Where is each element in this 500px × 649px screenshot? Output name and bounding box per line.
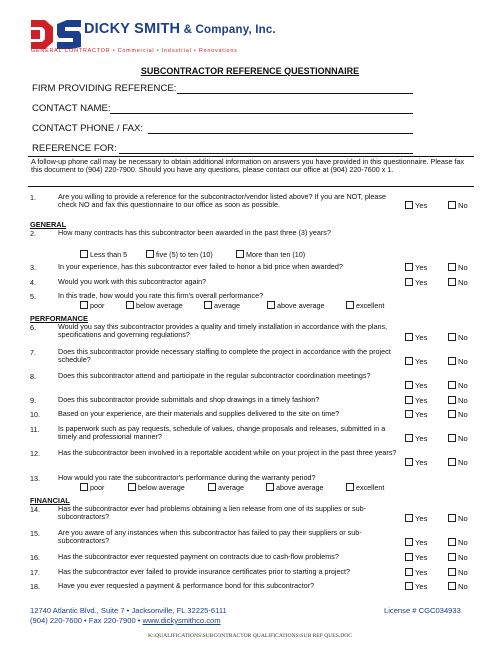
checkbox[interactable] xyxy=(448,538,456,546)
question-text: Would you work with this subcontractor again? xyxy=(58,277,207,286)
firm-label: FIRM PROVIDING REFERENCE: xyxy=(32,83,177,94)
contact-phone-label: CONTACT PHONE / FAX: xyxy=(32,123,144,134)
question-text: Would you say this subcontractor provides a quality and timely installation in accordance with the plans, specifications and governing regulations? xyxy=(58,322,388,340)
question-number: 2. xyxy=(30,229,36,238)
firm-input-line[interactable] xyxy=(177,93,413,94)
checkbox[interactable] xyxy=(126,301,134,309)
yes-option[interactable]: Yes xyxy=(405,434,427,443)
question-number: 18. xyxy=(30,582,40,591)
yes-option[interactable]: Yes xyxy=(405,538,427,547)
question-text: Does this subcontractor attend and participate in the regular subcontractor coordination meetings? xyxy=(58,371,371,380)
no-option[interactable]: No xyxy=(448,514,468,523)
checkbox[interactable] xyxy=(80,301,88,309)
question-number: 5. xyxy=(30,292,36,301)
question-number: 14. xyxy=(30,505,40,514)
checkbox[interactable] xyxy=(405,514,413,522)
question-number: 6. xyxy=(30,323,36,332)
checkbox[interactable] xyxy=(405,263,413,271)
question-text: Has the subcontractor ever requested payment on contracts due to cash-flow problems? xyxy=(58,552,339,561)
checkbox[interactable] xyxy=(448,357,456,365)
checkbox[interactable] xyxy=(346,301,354,309)
section-general: GENERAL xyxy=(30,220,67,229)
rating-poor[interactable]: poor xyxy=(80,483,104,492)
yes-option[interactable]: Yes xyxy=(405,458,427,467)
no-option[interactable]: No xyxy=(448,553,468,562)
checkbox[interactable] xyxy=(236,250,244,258)
license-number: License # CGC034933 xyxy=(384,606,461,615)
checkbox[interactable] xyxy=(128,483,136,491)
rating-below-average[interactable]: below average xyxy=(126,301,183,310)
yes-option[interactable]: Yes xyxy=(405,410,427,419)
divider-bottom xyxy=(28,186,474,187)
checkbox[interactable] xyxy=(405,538,413,546)
website-link[interactable]: www.dickysmithco.com xyxy=(142,616,221,625)
question-text: Does this subcontractor provide submittals and shop drawings in a timely fashion? xyxy=(58,395,320,404)
checkbox[interactable] xyxy=(405,357,413,365)
checkbox[interactable] xyxy=(448,582,456,590)
question-number: 9. xyxy=(30,396,36,405)
yes-option[interactable]: Yes xyxy=(405,333,427,342)
company-tagline: GENERAL CONTRACTOR • Commercial • Industrial • Renovations xyxy=(31,48,238,54)
yes-option[interactable]: Yes xyxy=(405,357,427,366)
yes-option[interactable]: Yes xyxy=(405,582,427,591)
checkbox[interactable] xyxy=(405,333,413,341)
question-text: Are you aware of any instances when this subcontractor has failed to pay their suppliers or sub-subcontractors? xyxy=(58,528,362,546)
no-option[interactable]: No xyxy=(448,278,468,287)
question-number: 15. xyxy=(30,529,40,538)
checkbox[interactable] xyxy=(405,410,413,418)
checkbox[interactable] xyxy=(448,278,456,286)
page-title: SUBCONTRACTOR REFERENCE QUESTIONNAIRE xyxy=(140,66,360,76)
checkbox[interactable] xyxy=(146,250,154,258)
checkbox[interactable] xyxy=(448,568,456,576)
question-text: In your experience, has this subcontractor ever failed to honor a bid price when awarded? xyxy=(58,262,343,271)
contact-name-label: CONTACT NAME: xyxy=(32,103,111,114)
checkbox[interactable] xyxy=(405,434,413,442)
yes-option[interactable]: Yes xyxy=(405,278,427,287)
checkbox[interactable] xyxy=(405,553,413,561)
question-text: Has the subcontractor been involved in a reportable accident while on your project in the past three years? xyxy=(58,448,397,457)
rating-excellent[interactable]: excellent xyxy=(346,301,384,310)
question-number: 8. xyxy=(30,372,36,381)
question-number: 16. xyxy=(30,553,40,562)
no-option[interactable]: No xyxy=(448,357,468,366)
question-text: Is paperwork such as pay requests, schedule of values, change proposals and releases, submitted in a timely and professional manner? xyxy=(58,424,386,442)
intro-text: A follow-up phone call may be necessary to obtain additional information on answers you have provided in this questionnaire. Please fax this document to (904) 220-7900. Should you have any questions, please contact our office at (904) 220-7600 x 1. xyxy=(31,157,465,175)
checkbox[interactable] xyxy=(405,278,413,286)
checkbox[interactable] xyxy=(448,458,456,466)
question-text: Based on your experience, are their materials and supplies delivered to the site on time? xyxy=(58,409,340,418)
rating-excellent[interactable]: excellent xyxy=(346,483,384,492)
rating-below-average[interactable]: below average xyxy=(128,483,185,492)
question-number: 7. xyxy=(30,348,36,357)
yes-option[interactable]: Yes xyxy=(405,201,427,210)
footer-address: 12740 Atlantic Blvd., Suite 7 • Jacksonville, FL 32225-6111 xyxy=(30,606,227,615)
question-text: How would you rate the subcontractor's performance during the warranty period? xyxy=(58,473,316,482)
no-option[interactable]: No xyxy=(448,201,468,210)
contact-phone-input-line[interactable] xyxy=(148,133,413,134)
rating-above-average[interactable]: above average xyxy=(267,301,325,310)
checkbox[interactable] xyxy=(346,483,354,491)
question-number: 4. xyxy=(30,278,36,287)
question-text: Has the subcontractor ever failed to provide insurance certificates prior to starting a project? xyxy=(58,567,351,576)
checkbox[interactable] xyxy=(448,381,456,389)
option-less-than-5[interactable]: Less than 5 xyxy=(80,250,127,259)
question-number: 1. xyxy=(30,193,36,202)
question-number: 17. xyxy=(30,568,40,577)
question-text: Have you ever requested a payment & performance bond for this subcontractor? xyxy=(58,581,315,590)
yes-option[interactable]: Yes xyxy=(405,568,427,577)
company-logo xyxy=(29,18,85,50)
question-number: 13. xyxy=(30,474,40,483)
question-text: Does this subcontractor provide necessary staffing to complete the project in accordance with the project schedule? xyxy=(58,347,391,365)
option-five-to-ten[interactable]: five (5) to ten (10) xyxy=(146,250,213,259)
checkbox[interactable] xyxy=(266,483,274,491)
checkbox[interactable] xyxy=(405,458,413,466)
question-number: 12. xyxy=(30,449,40,458)
checkbox[interactable] xyxy=(448,396,456,404)
no-option[interactable]: No xyxy=(448,263,468,272)
question-number: 11. xyxy=(30,425,40,434)
yes-option[interactable]: Yes xyxy=(405,553,427,562)
no-option[interactable]: No xyxy=(448,582,468,591)
question-number: 10. xyxy=(30,410,40,419)
question-number: 3. xyxy=(30,263,36,272)
option-more-than-ten[interactable]: More than ten (10) xyxy=(236,250,305,259)
checkbox[interactable] xyxy=(405,568,413,576)
checkbox[interactable] xyxy=(448,514,456,522)
yes-option[interactable]: Yes xyxy=(405,396,427,405)
checkbox[interactable] xyxy=(208,483,216,491)
rating-average[interactable]: average xyxy=(208,483,244,492)
checkbox[interactable] xyxy=(448,434,456,442)
reference-for-label: REFERENCE FOR: xyxy=(32,143,117,154)
checkbox[interactable] xyxy=(405,582,413,590)
yes-option[interactable]: Yes xyxy=(405,263,427,272)
checkbox[interactable] xyxy=(448,553,456,561)
no-option[interactable]: No xyxy=(448,333,468,342)
section-financial: FINANCIAL xyxy=(30,496,70,505)
question-text: In this trade, how would you rate this firm's overall performance? xyxy=(58,291,264,300)
section-performance: PERFORMANCE xyxy=(30,314,88,323)
rating-average[interactable]: average xyxy=(204,301,240,310)
contact-name-input-line[interactable] xyxy=(110,113,413,114)
no-option[interactable]: No xyxy=(448,381,468,390)
no-option[interactable]: No xyxy=(448,434,468,443)
checkbox[interactable] xyxy=(405,396,413,404)
checkbox[interactable] xyxy=(267,301,275,309)
file-path: K:\QUALIFICATIONS\SUBCONTRACTOR QUALIFICATIONS\SUB REF QUES.DOC xyxy=(147,633,353,639)
checkbox[interactable] xyxy=(448,263,456,271)
rating-poor[interactable]: poor xyxy=(80,301,104,310)
checkbox[interactable] xyxy=(80,483,88,491)
no-option[interactable]: No xyxy=(448,410,468,419)
footer-contact: (904) 220-7600 • Fax 220-7900 • www.dickysmithco.com xyxy=(30,616,221,625)
checkbox[interactable] xyxy=(80,250,88,258)
question-text: Are you willing to provide a reference for the subcontractor/vendor listed above? If you are NOT, please check NO and fax this questionnaire to our office as soon as possible. xyxy=(58,192,387,210)
no-option[interactable]: No xyxy=(448,396,468,405)
checkbox[interactable] xyxy=(405,201,413,209)
no-option[interactable]: No xyxy=(448,568,468,577)
checkbox[interactable] xyxy=(448,201,456,209)
reference-for-input-line[interactable] xyxy=(119,153,413,154)
yes-option[interactable]: Yes xyxy=(405,381,427,390)
rating-above-average[interactable]: above average xyxy=(266,483,324,492)
company-name: DICKY SMITH & Company, Inc. xyxy=(84,21,276,37)
question-text: How many contracts has this subcontractor been awarded in the past three (3) years? xyxy=(58,228,331,237)
checkbox[interactable] xyxy=(448,333,456,341)
yes-option[interactable]: Yes xyxy=(405,514,427,523)
no-option[interactable]: No xyxy=(448,458,468,467)
checkbox[interactable] xyxy=(204,301,212,309)
question-text: Has the subcontractor ever had problems obtaining a lien release from one of its supplies or sub-subcontractors? xyxy=(58,504,367,522)
checkbox[interactable] xyxy=(405,381,413,389)
no-option[interactable]: No xyxy=(448,538,468,547)
checkbox[interactable] xyxy=(448,410,456,418)
